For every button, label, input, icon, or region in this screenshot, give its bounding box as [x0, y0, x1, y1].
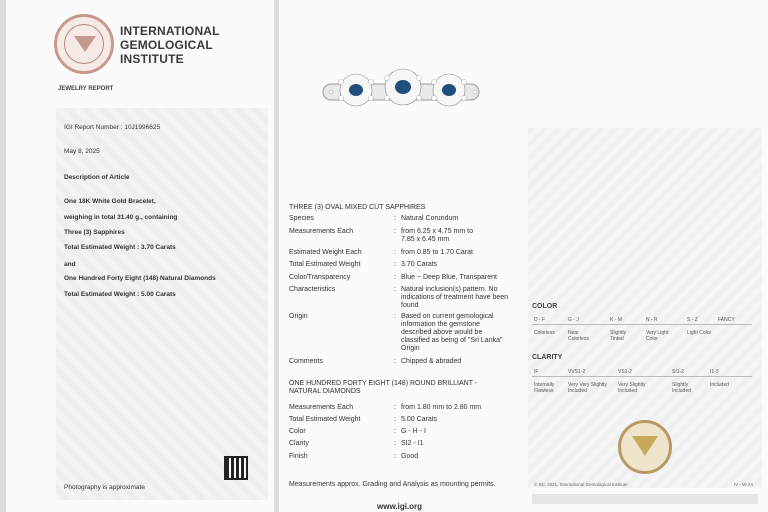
- color-desc: Near Colorless: [568, 330, 589, 342]
- clarity-desc: Very Slightly Included: [618, 382, 646, 394]
- color-desc: Very Light Color: [646, 330, 669, 342]
- clarity-desc: Included: [710, 382, 729, 388]
- spec-label: Finish: [289, 453, 308, 460]
- clarity-grade: SI1-2: [672, 369, 684, 375]
- clarity-scale-title: CLARITY: [532, 354, 563, 361]
- sapphire-section-title: THREE (3) OVAL MIXED CUT SAPPHIRES: [289, 204, 426, 211]
- spec-label: Characteristics: [289, 286, 336, 293]
- diamond-section-title: ONE HUNDRED FORTY EIGHT (148) ROUND BRILLIANT - NATURAL DIAMONDS: [289, 380, 478, 395]
- igi-gold-seal: [618, 420, 672, 474]
- spec-label: Estimated Weight Each: [289, 249, 362, 256]
- color-desc: Colorless: [534, 330, 555, 336]
- spec-value: from 1.80 mm to 2.80 mm: [401, 404, 482, 411]
- clarity-desc: Slightly Included: [672, 382, 691, 394]
- description-line: Total Estimated Weight : 5.00 Carats: [64, 291, 176, 298]
- spec-value: Good: [401, 453, 419, 460]
- clarity-desc: Very Very Slightly Included: [568, 382, 607, 394]
- spec-value: Natural Corundum: [401, 215, 459, 222]
- report-type: JEWELRY REPORT: [58, 86, 114, 92]
- report-number: IGI Report Number : 10J1996625: [64, 124, 161, 131]
- qr-code-icon[interactable]: [224, 456, 248, 480]
- brand-line-3: INSTITUTE: [120, 52, 184, 66]
- clarity-desc: Internally Flawless: [534, 382, 555, 394]
- spec-label: Measurements Each: [289, 404, 354, 411]
- spec-value: SI2 - I1: [401, 440, 424, 447]
- brand-line-2: GEMOLOGICAL: [120, 38, 213, 52]
- spec-label: Clarity: [289, 440, 309, 447]
- color-grade: G - J: [568, 317, 579, 323]
- photo-note: Photography is approximate: [64, 484, 145, 491]
- description-line: Three (3) Sapphires: [64, 229, 125, 236]
- color-grade: D - F: [534, 317, 546, 323]
- color-scale-title: COLOR: [532, 303, 558, 310]
- spec-value: Chipped & abraded: [401, 358, 462, 365]
- security-strip: [532, 494, 758, 504]
- spec-value: Natural inclusion(s) pattern. No indications of treatment have been found: [401, 286, 509, 309]
- spec-value: from 6.25 x 4.75 mm to 7.85 x 6.45 mm: [401, 228, 473, 243]
- color-scale-divider: [532, 324, 752, 325]
- spec-label: Comments: [289, 358, 323, 365]
- spec-value: 3.70 Carats: [401, 261, 438, 268]
- description-line: One Hundred Forty Eight (148) Natural Diamonds: [64, 275, 216, 282]
- color-grade: K - M: [610, 317, 622, 323]
- color-grade: N - R: [646, 317, 658, 323]
- description-heading: Description of Article: [64, 174, 130, 181]
- clarity-scale-divider: [532, 376, 752, 377]
- spec-label: Origin: [289, 313, 308, 320]
- spec-value: G - H - I: [401, 428, 426, 435]
- grading-scale-panel: [522, 0, 768, 512]
- spec-value: Based on current gemological information the gemstone described above would be classified as being of "Sri Lanka" Origin: [401, 313, 503, 352]
- clarity-grade: IF: [534, 369, 539, 375]
- spec-value: Blue ~ Deep Blue, Transparent: [401, 274, 497, 281]
- color-grade: S - Z: [687, 317, 698, 323]
- description-line: One 18K White Gold Bracelet,: [64, 198, 156, 205]
- measurement-note: Measurements approx. Grading and Analysis as mounting permits.: [289, 481, 496, 488]
- clarity-grade: I1-3: [710, 369, 719, 375]
- clarity-grade: VS1-2: [618, 369, 632, 375]
- report-details-panel: THREE (3) OVAL MIXED CUT SAPPHIRES Species : Natural Corundum Measurements Each : from 6.25 x 4.75 mm to 7.85 x 6.45 mm Estimated Weight Each : from 0.85 to 1.70 Carat Total Estimated Weight : 3.70 Carats Color/Transparency : Blue ~ Deep Blue, Transparent Characteristics : Natural inclusion(s) pattern. No indications of treatment have been found Origin : Based on current gemological information the gemstone described above would be classified as being of "Sri Lanka" Origin Comments : Chipped & abraded ONE HUNDRED FORTY EIGHT (148) ROUND BRILLIANT - NATURAL DIAMONDS Measurements Each : from 1.80 mm to 2.80 mm Total Estimated Weight : 5.00 Carats Color : G - H - I Clarity : SI2 - I1 Finish : Good Measurements approx. Grading and Analysis as mounting permits. www.igi.org: [279, 0, 526, 512]
- igi-seal-logo: [54, 14, 114, 74]
- bracelet-photo: [321, 62, 481, 122]
- spec-value: 5.00 Carats: [401, 416, 438, 423]
- spec-label: Total Estimated Weight: [289, 416, 361, 423]
- brand-line-1: INTERNATIONAL: [120, 24, 220, 38]
- color-grade: FANCY: [718, 317, 735, 323]
- spec-label: Species: [289, 215, 314, 222]
- website-link[interactable]: www.igi.org: [377, 502, 423, 511]
- clarity-grade: VVS1-2: [568, 369, 586, 375]
- color-desc: Slightly Tinted: [610, 330, 627, 342]
- copyright-text: © IGI, 2021, International Gemological Institute: [534, 482, 628, 487]
- spec-label: Total Estimated Weight: [289, 261, 361, 268]
- spec-label: Measurements Each: [289, 228, 354, 235]
- report-date: May 8, 2025: [64, 148, 100, 155]
- description-line: and: [64, 261, 76, 268]
- spec-label: Color: [289, 428, 306, 435]
- form-code: IV - W-24: [734, 482, 753, 487]
- spec-value: from 0.85 to 1.70 Carat: [401, 249, 473, 256]
- description-line: weighing in total 31.40 g., containing: [64, 214, 178, 221]
- brand-name: [120, 24, 220, 66]
- spec-label: Color/Transparency: [289, 274, 351, 281]
- report-body-background: [56, 108, 268, 500]
- description-line: Total Estimated Weight : 3.70 Carats: [64, 244, 176, 251]
- report-cover-panel: [6, 0, 274, 512]
- color-desc: Light Color: [687, 330, 712, 336]
